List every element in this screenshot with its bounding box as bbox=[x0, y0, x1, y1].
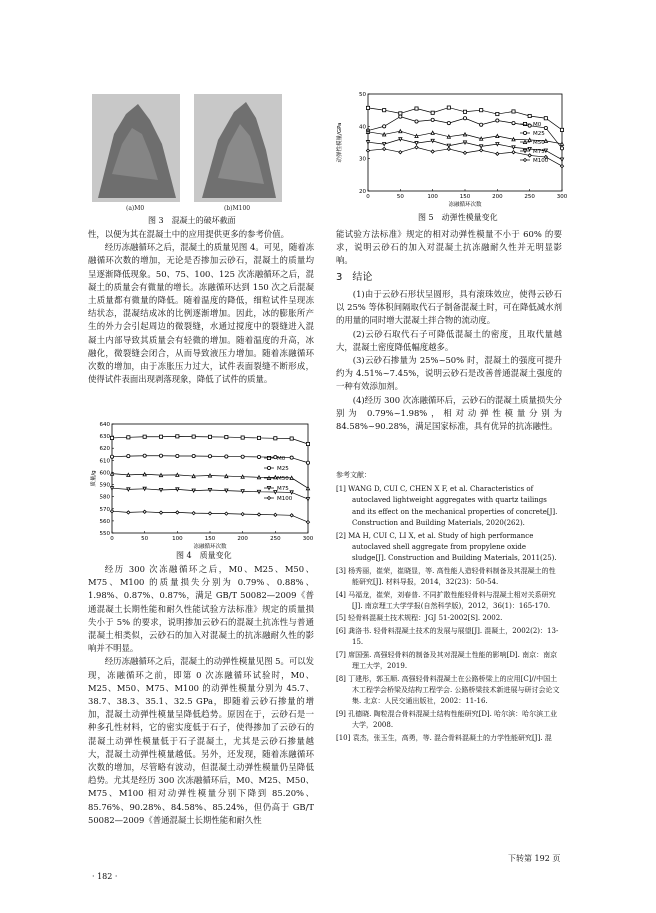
data-point bbox=[290, 456, 293, 459]
x-tick-label: 0 bbox=[110, 536, 114, 542]
data-point bbox=[208, 488, 211, 491]
x-axis-label: 冻融循环次数 bbox=[193, 544, 227, 550]
x-tick-label: 50 bbox=[396, 194, 404, 200]
data-point bbox=[496, 152, 499, 155]
figure3-photo-m100-graphic bbox=[194, 94, 282, 202]
data-point bbox=[447, 147, 450, 150]
data-point bbox=[110, 455, 113, 458]
x-tick-label: 0 bbox=[366, 194, 370, 200]
data-point bbox=[528, 154, 531, 157]
y-axis-label: 动弹性模量/GPa bbox=[337, 122, 343, 163]
left-paragraph-2: 经历冻融循环之后，混凝土的质量见图 4。可见，随着冻融循环次数的增加，无论是否掺加云砂石，混凝土的质量均呈逐渐降低现象。50、75、100、125 次冻融循环之后，混凝土的质量会有微量的增长。冻融循环达到 150 次之后混凝土质量都有微量的降低。随着温度的降低，细粒试件呈现冻结状态，混凝结成冰的比例逐渐增加。因此，冰的膨胀所产生的外力会引起周边的微裂缝，水通过搅度中的裂缝进入混凝土内部导致其质量会有轻微的增加。随着温度的升高，冰融化，微裂缝会闭合，从而导致液压力增加。随着冻融循环次数的增加，由于冻胀压力过大，试件表面裂缝不断形成，使得试件表面出现剥落现象，降低了试件的质量。 bbox=[88, 242, 314, 385]
data-point bbox=[560, 158, 563, 161]
data-point bbox=[496, 134, 499, 137]
x-tick-label: 100 bbox=[172, 536, 183, 542]
figure3-photo-m0 bbox=[92, 94, 180, 202]
continued-note: 下转第 192 页 bbox=[508, 854, 561, 863]
figure5-chart bbox=[334, 90, 570, 208]
data-point bbox=[176, 473, 179, 476]
data-point bbox=[127, 473, 130, 476]
data-point bbox=[143, 510, 146, 513]
data-point bbox=[143, 473, 146, 476]
x-tick-label: 200 bbox=[492, 194, 503, 200]
data-point bbox=[431, 150, 434, 153]
data-point bbox=[399, 115, 402, 118]
x-tick-label: 300 bbox=[302, 536, 314, 542]
legend-label: M25 bbox=[277, 466, 289, 472]
data-point bbox=[176, 511, 179, 514]
data-point bbox=[431, 118, 434, 121]
x-tick-label: 250 bbox=[270, 536, 281, 542]
reference-item: [5] 轻骨料混凝土技术规程：JGJ 51-2002[S]. 2002. bbox=[336, 614, 503, 623]
data-point bbox=[463, 151, 466, 154]
data-point bbox=[267, 476, 270, 479]
legend-label: M0 bbox=[277, 456, 286, 462]
y-tick-label: 620 bbox=[99, 446, 110, 453]
data-point bbox=[431, 131, 434, 134]
data-point bbox=[257, 490, 260, 493]
y-tick-label: 550 bbox=[99, 531, 110, 537]
data-point bbox=[463, 110, 466, 113]
reference-item: [8] 丁建彤，郭玉顺. 高强轻骨料混凝土在公路桥梁上的应用[C]//中国土木工程学会桥梁及结构工程学会. 公路桥梁技术新进展与研讨会论文集. 北京：人民交通出版社，2002：11-16. bbox=[336, 674, 560, 706]
data-point bbox=[290, 476, 293, 479]
data-point bbox=[480, 145, 483, 148]
x-tick-label: 50 bbox=[141, 536, 149, 542]
data-point bbox=[463, 133, 466, 136]
data-point bbox=[225, 489, 228, 492]
data-point bbox=[523, 131, 526, 134]
data-point bbox=[523, 158, 526, 161]
data-point bbox=[267, 466, 270, 469]
reference-item: [6] 龚洛书. 轻骨料混凝土技术的发展与展望[J]. 混凝土，2002(2)：13-15. bbox=[336, 627, 559, 647]
data-point bbox=[528, 114, 531, 117]
data-point bbox=[528, 138, 531, 141]
legend-label: M100 bbox=[533, 158, 549, 164]
data-point bbox=[480, 109, 483, 112]
x-tick-label: 250 bbox=[524, 194, 535, 200]
data-point bbox=[241, 436, 244, 439]
data-point bbox=[447, 122, 450, 125]
data-point bbox=[528, 147, 531, 150]
legend-label: M25 bbox=[533, 131, 545, 137]
x-tick-label: 100 bbox=[427, 194, 438, 200]
conclusion-2: (2)云砂石取代石子可降低混凝土的密度，且取代量越大，混凝土密度降低幅度越多。 bbox=[336, 328, 562, 352]
x-axis-label: 冻融循环次数 bbox=[448, 202, 482, 208]
data-point bbox=[415, 146, 418, 149]
data-point bbox=[447, 106, 450, 109]
y-tick-label: 20 bbox=[359, 189, 366, 195]
y-axis-label: 质量/g bbox=[91, 470, 97, 487]
data-point bbox=[225, 455, 228, 458]
y-tick-label: 50 bbox=[359, 92, 366, 98]
data-point bbox=[127, 454, 130, 457]
data-point bbox=[267, 496, 270, 499]
data-point bbox=[192, 474, 195, 477]
data-point bbox=[366, 106, 369, 109]
y-tick-label: 40 bbox=[359, 124, 366, 131]
data-point bbox=[512, 138, 515, 141]
references-title: 参考文献： bbox=[336, 471, 371, 479]
reference-item: [10] 袁杰，张玉生，高勇，等. 混合骨料混凝土的力学性能研究[J]. 混 bbox=[336, 733, 552, 742]
y-tick-label: 580 bbox=[99, 494, 110, 501]
data-point bbox=[192, 512, 195, 515]
data-point bbox=[512, 122, 515, 125]
data-point bbox=[208, 512, 211, 515]
y-tick-label: 610 bbox=[99, 458, 110, 465]
reference-item: [2] MA H, CUI C, LI X, et al. Study of high performance autoclaved shell aggregate from propylene oxide sludge[J]. Construction and Building Materials, 2011(25). bbox=[336, 531, 557, 562]
figure3-photo-m0-graphic bbox=[92, 94, 180, 202]
data-point bbox=[523, 140, 526, 143]
legend-label: M0 bbox=[533, 122, 542, 128]
reference-item: [3] 杨秀丽，崔荣，崔晓显，等. 高性能人造轻骨料制备及其混凝土的性能研究[J]. 材料导报，2014，32(23)：50-54. bbox=[336, 566, 556, 586]
data-point bbox=[290, 491, 293, 494]
data-point bbox=[544, 126, 547, 129]
data-point bbox=[225, 474, 228, 477]
data-point bbox=[431, 139, 434, 142]
y-tick-label: 600 bbox=[99, 470, 110, 477]
data-point bbox=[127, 488, 130, 491]
legend-label: M75 bbox=[533, 149, 545, 155]
data-point bbox=[159, 454, 162, 457]
data-point bbox=[241, 513, 244, 516]
data-point bbox=[176, 454, 179, 457]
conclusion-4: (4)经历 300 次冻融循环后，云砂石的混凝土质量损失分别为 0.79%~1.98%，相对动弹性模量分别为 84.58%~90.28%，满足国家标准，具有优异的抗冻融性。 bbox=[336, 394, 562, 432]
data-point bbox=[192, 454, 195, 457]
reference-item: [4] 马福龙，崔荣，刘春普. 不同扩散性能轻骨料与混凝土相对关系研究[J]. 南京理工大学学报(自然科学版)，2012，36(1)：165-170. bbox=[336, 590, 556, 610]
reference-item: [7] 席国强. 高强轻骨料的制备及其对混凝土性能的影响[D]. 南京：南京理工大学，2019. bbox=[336, 651, 558, 671]
data-point bbox=[257, 455, 260, 458]
right-column-continuation bbox=[336, 228, 562, 268]
y-tick-label: 30 bbox=[359, 156, 366, 163]
data-point bbox=[110, 487, 113, 490]
data-point bbox=[143, 487, 146, 490]
data-point bbox=[208, 474, 211, 477]
data-point bbox=[544, 117, 547, 120]
data-point bbox=[415, 134, 418, 137]
left-paragraph-4: 经历冻融循环之后，混凝土的动弹性模量见图 5。可以发现，冻融循环之前，即第 0 次冻融循环试验时，M0、M25、M50、M75、M100 的动弹性模量分别为 45.7、38.7、38.3、35.1、32.5 GPa，即随着云砂石掺量的增加，混凝土动弹性模量呈降低趋势。原因在于，云砂石是一种多孔性材料，它的密实度低于石子，使得掺加了云砂石的混凝土动弹性模量低于石子混凝土，尤其是云砂石掺量越大，混凝土动弹性模量越低。另外，还发现，随着冻融循环次数的增加，尽管略有波动，但混凝土动弹性模量仍呈降低趋势。尤其是经历 300 次冻融循环后，M0、M25、M50、M75、M100 相对动弹性模量分别下降到 85.20%、85.76%、90.28%、84.58%、85.24%，但仍高于 GB/T 50082—2009《普通混凝土长期性能和耐久性 bbox=[88, 656, 314, 825]
data-point bbox=[399, 130, 402, 133]
x-tick-label: 150 bbox=[459, 194, 471, 200]
data-point bbox=[560, 147, 563, 150]
data-point bbox=[208, 455, 211, 458]
data-point bbox=[366, 149, 369, 152]
data-point bbox=[127, 436, 130, 439]
data-point bbox=[241, 475, 244, 478]
data-point bbox=[480, 123, 483, 126]
y-tick-label: 630 bbox=[99, 434, 110, 441]
data-point bbox=[159, 474, 162, 477]
references bbox=[336, 470, 562, 746]
data-point bbox=[480, 137, 483, 140]
data-point bbox=[306, 521, 309, 524]
data-point bbox=[383, 143, 386, 146]
data-point bbox=[512, 110, 515, 113]
data-point bbox=[480, 149, 483, 152]
figure3-label-a: (a)M0 bbox=[126, 205, 145, 212]
data-point bbox=[496, 143, 499, 146]
data-point bbox=[383, 147, 386, 150]
data-point bbox=[415, 120, 418, 123]
left-column-lower bbox=[88, 563, 314, 827]
data-point bbox=[257, 513, 260, 516]
data-point bbox=[159, 488, 162, 491]
data-point bbox=[415, 107, 418, 110]
data-point bbox=[431, 111, 434, 114]
data-point bbox=[225, 435, 228, 438]
legend-label: M100 bbox=[277, 496, 293, 502]
legend-label: M75 bbox=[277, 486, 289, 492]
left-paragraph-3: 经历 300 次冻融循环之后，M0、M25、M50、M75、M100 的质量损失分别为 0.79%、0.88%、1.98%、0.87%、0.87%，满足 GB/T 50082—2009《普通混凝土长期性能和耐久性能试验方法标准》规定的质量损失小于 5% 的要求，说明掺加云砂石的混凝土抗冻性与普通混凝土相类似，云砂石的加入对混凝土的抗冻融耐久性的影响并不明显。 bbox=[88, 564, 314, 654]
figure3-label-b: (b)M100 bbox=[224, 205, 251, 212]
data-point bbox=[383, 125, 386, 128]
data-point bbox=[159, 435, 162, 438]
data-point bbox=[463, 141, 466, 144]
data-point bbox=[512, 151, 515, 154]
data-point bbox=[447, 135, 450, 138]
data-point bbox=[159, 511, 162, 514]
left-column-upper bbox=[88, 228, 314, 386]
data-point bbox=[528, 124, 531, 127]
figure3-caption: 图 3 混凝土的破坏截面 bbox=[148, 216, 236, 225]
data-point bbox=[143, 435, 146, 438]
y-tick-label: 640 bbox=[99, 422, 110, 428]
data-point bbox=[290, 437, 293, 440]
right-paragraph-1: 能试验方法标准》规定的相对动弹性模量不小于 60% 的要求，说明云砂石的加入对混凝土抗冻融耐久性并无明显影响。 bbox=[336, 229, 562, 266]
figure5-caption: 图 5 动弹性模量变化 bbox=[418, 213, 498, 222]
y-tick-label: 570 bbox=[99, 506, 110, 513]
section-title-conclusion: 3 结论 bbox=[336, 272, 373, 283]
x-tick-label: 300 bbox=[556, 194, 568, 200]
data-point bbox=[399, 151, 402, 154]
data-point bbox=[463, 117, 466, 120]
data-point bbox=[208, 435, 211, 438]
data-point bbox=[512, 146, 515, 149]
data-point bbox=[496, 119, 499, 122]
page-number: · 182 · bbox=[92, 872, 118, 881]
data-point bbox=[110, 436, 113, 439]
data-point bbox=[267, 486, 270, 489]
y-tick-label: 590 bbox=[99, 482, 110, 489]
data-point bbox=[225, 512, 228, 515]
data-point bbox=[306, 461, 309, 464]
data-point bbox=[415, 142, 418, 145]
data-point bbox=[110, 510, 113, 513]
legend-label: M50 bbox=[533, 140, 545, 146]
data-point bbox=[257, 436, 260, 439]
data-point bbox=[496, 112, 499, 115]
data-point bbox=[192, 489, 195, 492]
data-point bbox=[176, 435, 179, 438]
left-paragraph-1: 性，以便为其在混凝土中的应用提供更多的参考价值。 bbox=[88, 229, 289, 239]
data-point bbox=[306, 487, 309, 490]
data-point bbox=[560, 142, 563, 145]
data-point bbox=[366, 141, 369, 144]
data-point bbox=[560, 128, 563, 131]
data-point bbox=[192, 435, 195, 438]
data-point bbox=[241, 455, 244, 458]
y-tick-label: 560 bbox=[99, 518, 110, 525]
x-tick-label: 150 bbox=[204, 536, 216, 542]
data-point bbox=[290, 514, 293, 517]
data-point bbox=[274, 456, 277, 459]
data-point bbox=[127, 511, 130, 514]
data-point bbox=[274, 437, 277, 440]
figure4-chart bbox=[88, 420, 314, 550]
data-point bbox=[306, 497, 309, 500]
data-point bbox=[176, 488, 179, 491]
conclusion-1: (1)由于云砂石形状呈圆形，具有滚珠效应，使得云砂石以 25% 等体积间隔取代石子制备混凝土时，可在降低减水剂的用量的同时增大混凝土拌合物的流动度。 bbox=[336, 289, 562, 326]
data-point bbox=[257, 476, 260, 479]
reference-item: [1] WANG D, CUI C, CHEN X F, et al. Characteristics of autoclaved lightweight aggregates with quartz tailings and its effect on the mechanical properties of concrete[J]. Construction and Building Materials, 2020(262). bbox=[336, 485, 558, 527]
data-point bbox=[241, 490, 244, 493]
conclusion-3: (3)云砂石掺量为 25%~50% 时，混凝土的强度可提升约为 4.51%~7.45%，说明云砂石是改善普通混凝土强度的一种有效添加剂。 bbox=[336, 355, 562, 392]
data-point bbox=[143, 454, 146, 457]
data-point bbox=[399, 138, 402, 141]
data-point bbox=[274, 513, 277, 516]
data-point bbox=[399, 112, 402, 115]
conclusions-list bbox=[336, 288, 562, 433]
reference-item: [9] 孔德晓. 陶粒混合骨料混凝土结构性能研究[D]. 哈尔滨：哈尔滨工业大学，2008. bbox=[336, 710, 558, 730]
figure4-caption: 图 4 质量变化 bbox=[176, 551, 232, 560]
data-point bbox=[523, 149, 526, 152]
data-point bbox=[383, 109, 386, 112]
legend-label: M50 bbox=[277, 476, 289, 482]
data-point bbox=[560, 165, 563, 168]
data-point bbox=[383, 133, 386, 136]
data-point bbox=[306, 442, 309, 445]
figure3-photo-m100 bbox=[194, 94, 282, 202]
x-tick-label: 200 bbox=[237, 536, 248, 542]
